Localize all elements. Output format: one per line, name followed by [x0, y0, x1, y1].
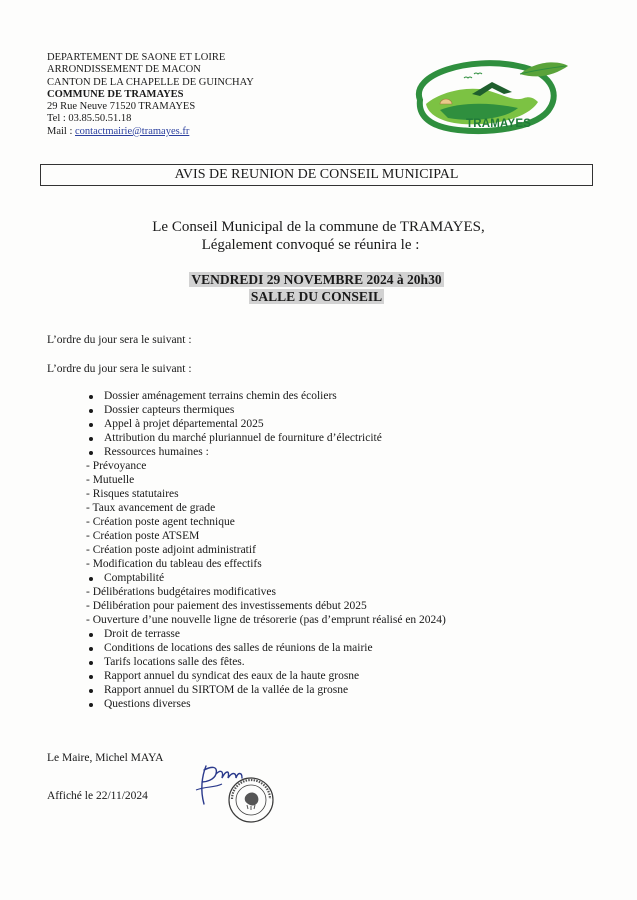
mail-label: Mail :: [47, 125, 75, 137]
letterhead-address: 29 Rue Neuve 71520 TRAMAYES: [47, 101, 196, 113]
agenda-item: Tarifs locations salle des fêtes.: [0, 655, 637, 669]
mail-link[interactable]: contactmairie@tramayes.fr: [75, 125, 190, 137]
letterhead-arrondissement: ARRONDISSEMENT DE MACON: [47, 64, 201, 76]
letterhead-department: DEPARTEMENT DE SAONE ET LOIRE: [47, 52, 226, 63]
agenda-subitem: - Délibération pour paiement des investissements début 2025: [86, 600, 367, 612]
letterhead: [47, 52, 254, 138]
order-intro-2: L’ordre du jour sera le suivant :: [47, 363, 192, 375]
agenda-subitem: - Création poste agent technique: [86, 516, 235, 528]
agenda-item: Appel à projet départemental 2025: [0, 417, 637, 431]
agenda-subitem: - Taux avancement de grade: [86, 502, 216, 514]
tramayes-logo: [400, 52, 570, 142]
agenda-item: Rapport annuel du syndicat des eaux de la haute grosne: [0, 669, 637, 683]
agenda-subitem: - Mutuelle: [86, 474, 135, 486]
meeting-date-text: VENDREDI 29 NOVEMBRE 2024 à 20h30: [191, 272, 442, 287]
letterhead-commune: COMMUNE DE TRAMAYES: [47, 88, 184, 100]
agenda-subitem: - Délibérations budgétaires modificatives: [86, 586, 277, 598]
intro-line-1: Le Conseil Municipal de la commune de TRAMAYES,: [152, 219, 485, 235]
logo-text: TRAMAYES: [466, 118, 532, 130]
agenda-subitem: - Modification du tableau des effectifs: [86, 558, 262, 570]
notice-title: AVIS DE REUNION DE CONSEIL MUNICIPAL: [40, 164, 593, 186]
order-intro-1: L’ordre du jour sera le suivant :: [47, 334, 192, 346]
agenda-item: Conditions de locations des salles de réunions de la mairie: [0, 641, 637, 655]
intro-line-2: Légalement convoqué se réunira le :: [201, 237, 420, 253]
agenda-subitem: - Création poste adjoint administratif: [86, 544, 256, 556]
agenda-item: Rapport annuel du SIRTOM de la vallée de la grosne: [0, 683, 637, 697]
agenda-item: Droit de terrasse: [0, 627, 637, 641]
agenda-subitem: - Ouverture d’une nouvelle ligne de trésorerie (pas d’emprunt réalisé en 2024): [86, 614, 446, 626]
agenda-subitem: - Création poste ATSEM: [86, 530, 200, 542]
agenda-item: Dossier aménagement terrains chemin des écoliers: [0, 389, 637, 403]
meeting-date: [0, 271, 635, 288]
letterhead-canton: CANTON DE LA CHAPELLE DE GUINCHAY: [47, 76, 254, 88]
meeting-place-text: SALLE DU CONSEIL: [250, 289, 383, 304]
letterhead-phone: Tel : 03.85.50.51.18: [47, 113, 132, 125]
agenda-item: Ressources humaines :: [0, 445, 637, 459]
mayor-signature-line: Le Maire, Michel MAYA: [47, 752, 164, 764]
agenda-list: [0, 389, 637, 711]
letterhead-mail: [47, 126, 254, 138]
agenda-item: Comptabilité: [0, 571, 637, 585]
agenda-item: Attribution du marché pluriannuel de fourniture d’électricité: [0, 431, 637, 445]
agenda-subitem: - Risques statutaires: [86, 488, 179, 500]
agenda-subitem: - Prévoyance: [86, 460, 147, 472]
agenda-item: Questions diverses: [0, 697, 637, 711]
meeting-place: [0, 288, 635, 305]
official-stamp: [226, 775, 276, 830]
posted-date: Affiché le 22/11/2024: [47, 790, 148, 802]
agenda-item: Dossier capteurs thermiques: [0, 403, 637, 417]
